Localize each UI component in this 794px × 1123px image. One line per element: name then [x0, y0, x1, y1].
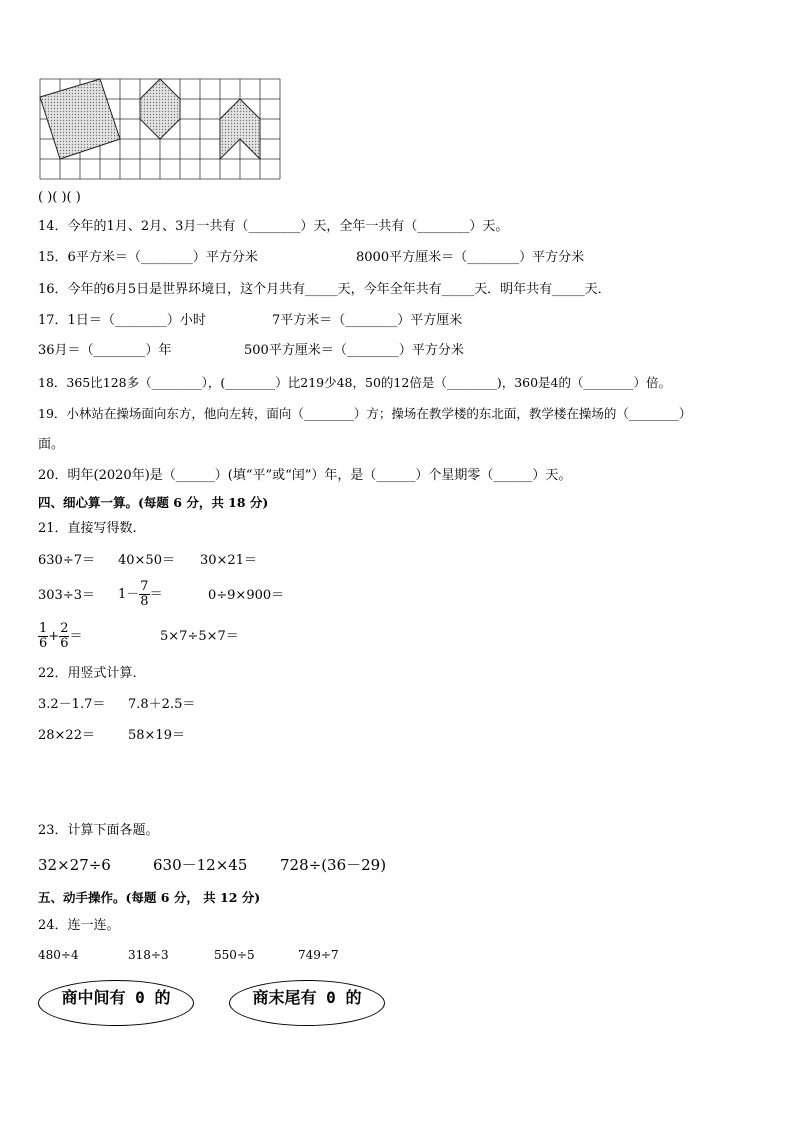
q23-expr-2: 630－12×45	[153, 856, 248, 874]
grid-figure	[38, 77, 286, 181]
q22-item-3: 28×22＝	[38, 728, 95, 743]
q21-item-4: 303÷3＝	[38, 588, 95, 603]
question-23: 23．计算下面各题。	[38, 823, 159, 838]
question-15a: 15．6平方米＝（________）平方分米	[38, 250, 258, 265]
question-17b: 7平方米＝（________）平方厘米	[272, 313, 463, 328]
section-4-heading: 四、细心算一算。(每题 6 分，共 18 分)	[38, 495, 269, 510]
q22-item-1: 3.2－1.7＝	[38, 697, 106, 712]
figure-caption: ( )( )( )	[38, 190, 81, 205]
fraction-2-6: $\frac{2}{6}$	[60, 621, 69, 651]
q22-item-2: 7.8＋2.5＝	[128, 697, 196, 712]
q24-item-3: 550÷5	[214, 948, 255, 962]
question-18: 18．365比128多（________），(________）比219少48，50的12倍是（________)，360是4的（________）倍。	[38, 375, 672, 390]
question-17c: 36月＝（________）年	[38, 343, 172, 358]
oval-quotient-end-zero[interactable]: 商末尾有 0 的	[229, 980, 385, 1026]
oval-quotient-middle-zero[interactable]: 商中间有 0 的	[38, 980, 194, 1026]
q21-item-7: $\frac{1}{6}$ + $\frac{2}{6}$ ＝	[39, 621, 83, 651]
q21-item-6: 0÷9×900＝	[208, 588, 285, 603]
question-14: 14．今年的1月、2月、3月一共有（________）天，全年一共有（________）天。	[38, 219, 509, 234]
question-16: 16．今年的6月5日是世界环境日，这个月共有_____天，今年全年共有_____天．明年共有_____天．	[38, 282, 611, 297]
question-22: 22．用竖式计算.	[38, 666, 137, 681]
q24-item-2: 318÷3	[128, 948, 169, 962]
q21-item-2: 40×50＝	[118, 553, 175, 568]
question-19-line2: 面。	[38, 437, 65, 452]
q24-item-4: 749÷7	[298, 948, 339, 962]
q21-item-3: 30×21＝	[200, 553, 257, 568]
q22-item-4: 58×19＝	[128, 728, 185, 743]
shape-hexagon	[140, 79, 180, 139]
question-17a: 17．1日＝（________）小时	[38, 313, 206, 328]
question-21: 21．直接写得数.	[38, 521, 137, 536]
fraction-7-8: $\frac{7}{8}$	[140, 579, 149, 609]
shape-tilted-square	[40, 79, 120, 159]
question-19-line1: 19．小林站在操场面向东方，他向左转，面向（________）方；操场在教学楼的东北面，教学楼在操场的（________）	[38, 406, 692, 421]
q23-expr-3: 728÷(36－29)	[280, 856, 387, 874]
question-15b: 8000平方厘米＝（________）平方分米	[356, 250, 585, 265]
question-24: 24．连一连。	[38, 918, 120, 933]
q23-expr-1: 32×27÷6	[38, 856, 111, 874]
q21-item-1: 630÷7＝	[38, 553, 95, 568]
q21-item-5: 1－ $\frac{7}{8}$ ＝	[118, 579, 163, 609]
q24-item-1: 480÷4	[38, 948, 79, 962]
question-17d: 500平方厘米＝（________）平方分米	[244, 343, 464, 358]
fraction-1-6: $\frac{1}{6}$	[39, 621, 48, 651]
question-20: 20．明年(2020年)是（______）(填“平”或“闰”）年，是（______）个星期零（______）天。	[38, 468, 572, 483]
q21-item-8: 5×7÷5×7＝	[160, 629, 239, 644]
section-5-heading: 五、动手操作。(每题 6 分， 共 12 分)	[38, 890, 261, 905]
